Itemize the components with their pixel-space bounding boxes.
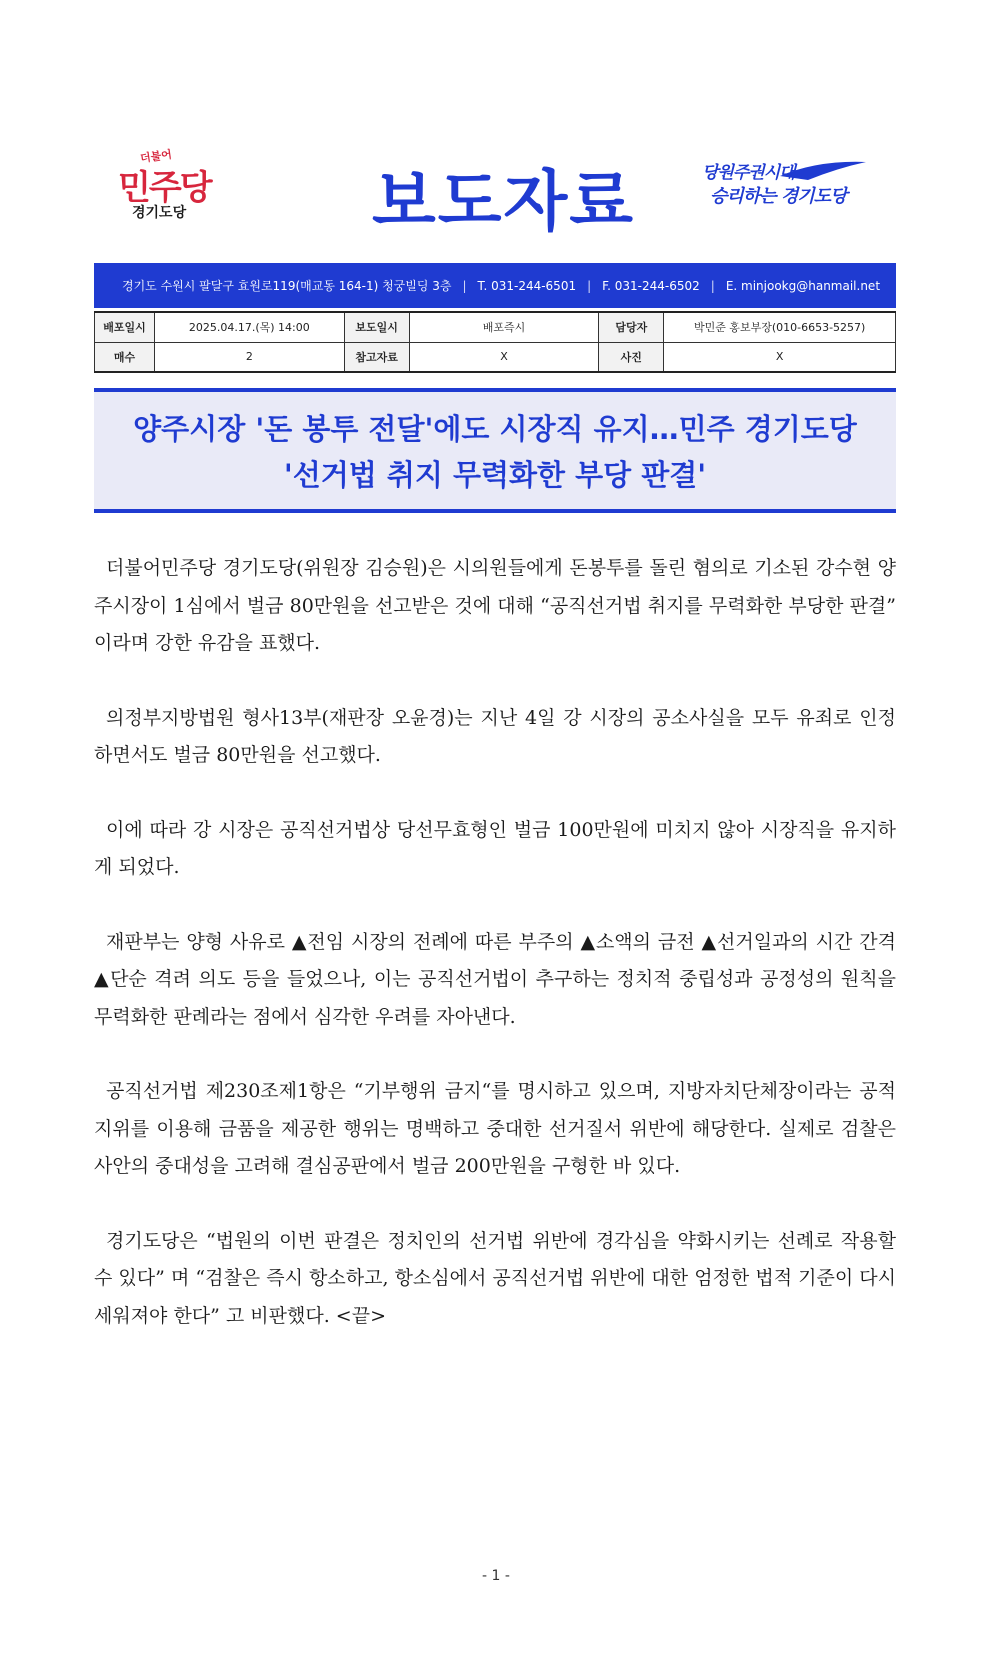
divider: | [462,278,467,293]
release-meta-table [94,311,896,373]
reference-value: X [409,342,599,372]
reference-label: 참고자료 [344,342,409,372]
tel-text: T. 031-244-6501 [477,278,577,293]
pages-label: 매수 [95,342,155,372]
divider: | [587,278,592,293]
address-text: 경기도 수원시 팔달구 효원로119(매교동 164-1) 청궁빌딩 3층 [122,279,452,293]
photo-label: 사진 [599,342,664,372]
paragraph: 공직선거법 제230조제1항은 “기부행위 금지“를 명시하고 있으며, 지방자치단체장이라는 공적 지위를 이용해 금품을 제공한 행위는 명백하고 중대한 선거질서 위반에 해당한다. 실제로 검찰은 사안의 중대성을 고려해 결심공판에서 벌금 200만원을 구형한 바 있다. [94,1080,896,1177]
release-date-label: 배포일시 [95,312,155,342]
slogan-line-2: 승리하는 경기도당 [710,186,847,207]
page-number: - 1 - [482,1568,510,1584]
divider: | [710,278,715,293]
contact-label: 담당자 [599,312,664,342]
contact-info-bar [94,263,896,308]
photo-value: X [664,342,896,372]
slogan-line-1: 당원주권시대 [702,163,795,183]
table-row [95,342,896,372]
paragraph: 이에 따라 강 시장은 공직선거법상 당선무효형인 벌금 100만원에 미치지 않아 시장직을 유지하게 되었다. [94,818,896,878]
contact-value: 박민준 홍보부장(010-6653-5257) [664,312,896,342]
pages-value: 2 [154,342,344,372]
paragraph: 경기도당은 “법원의 이번 판결은 정치인의 선거법 위반에 경각심을 약화시키는 선례로 작용할 수 있다” 며 “검찰은 즉시 항소하고, 항소심에서 공직선거법 위반에 대한 엄정한 법적 기준이 다시 세워져야 한다” 고 비판했다. <끝> [94,1229,896,1327]
article-body [94,550,896,1372]
fax-text: F. 031-244-6502 [602,278,700,293]
embargo-value: 배포즉시 [409,312,599,342]
paragraph: 의정부지방법원 형사13부(재판장 오윤경)는 지난 4일 강 시장의 공소사실을 모두 유죄로 인정하면서도 벌금 80만원을 선고했다. [94,706,896,766]
logo-sub-text: 경기도당 [132,205,187,221]
logo-main-text: 민주당 [118,168,211,208]
democratic-party-logo [118,147,218,221]
paragraph: 더불어민주당 경기도당(위원장 김승원)은 시의원들에게 돈봉투를 돌린 혐의로 기소된 강수현 양주시장이 1심에서 벌금 80만원을 선고받은 것에 대해 “공직선거법 취지를 무력화한 부당한 판결” 이라며 강한 유감을 표했다. [94,557,896,654]
slogan-logo [700,158,870,218]
logo-small-text: 더불어 [139,147,173,166]
release-date-value: 2025.04.17.(목) 14:00 [154,312,344,342]
paragraph: 재판부는 양형 사유로 ▲전임 시장의 전례에 따른 부주의 ▲소액의 금전 ▲선거일과의 시간 간격 ▲단순 격려 의도 등을 들었으나, 이는 공직선거법이 추구하는 정치적 중립성과 공정성의 원칙을 무력화한 판례라는 점에서 심각한 우려를 자아낸다. [94,930,896,1028]
headline-box [94,388,896,513]
embargo-label: 보도일시 [344,312,409,342]
table-row [95,312,896,342]
press-release-title: 보도자료 [372,163,636,240]
headline-line-1: 양주시장 '돈 봉투 전달'에도 시장직 유지…민주 경기도당 [133,412,857,446]
headline-line-2: '선거법 취지 무력화한 부당 판결' [283,458,707,492]
email-text: E. minjookg@hanmail.net [725,278,881,293]
press-header [0,140,992,240]
